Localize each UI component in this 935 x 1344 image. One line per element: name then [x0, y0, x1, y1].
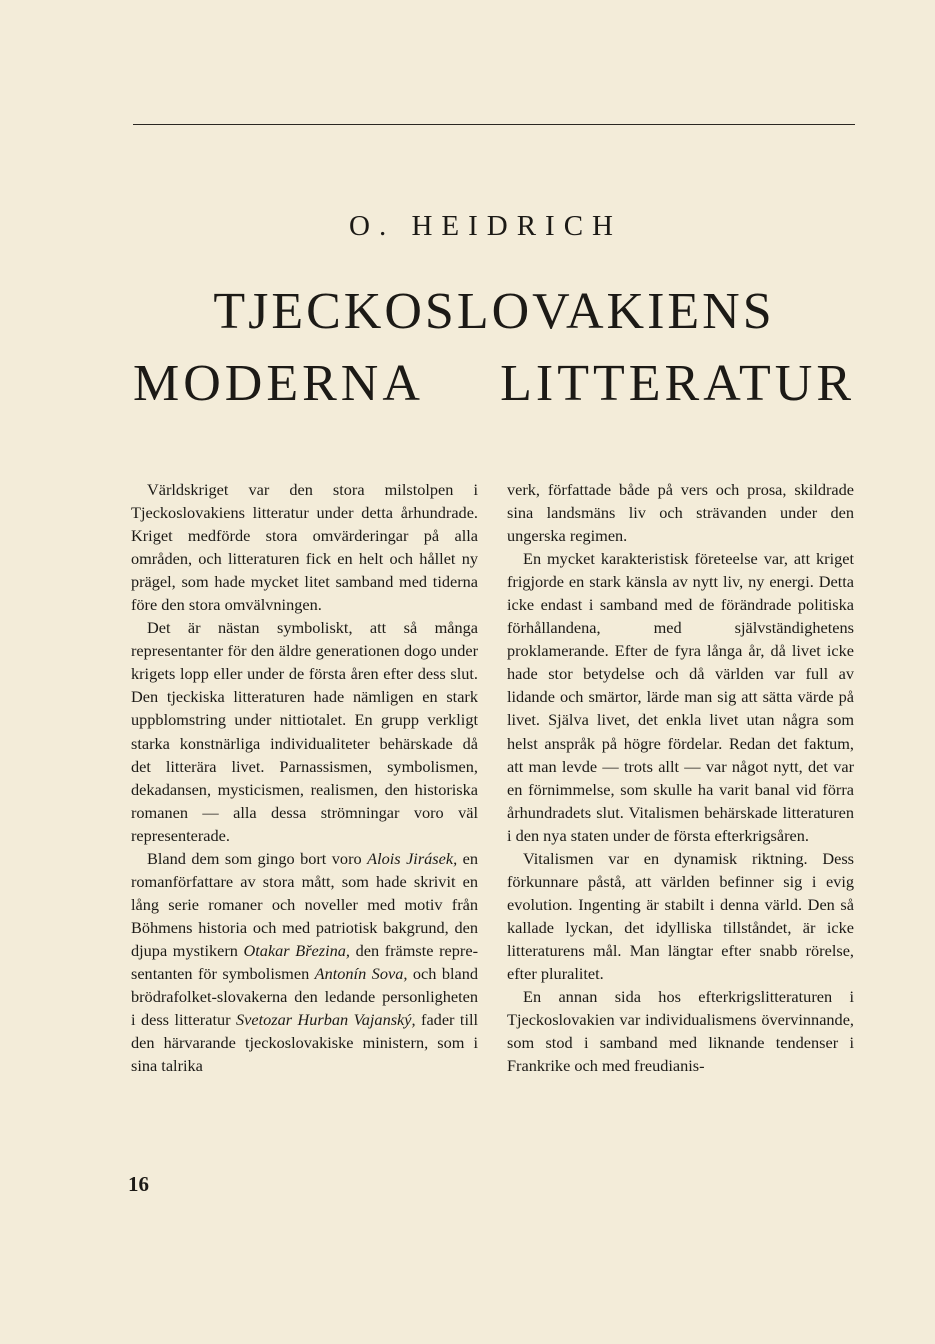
- text-run: och bland brödrafolket-slovakerna den ledande personligheten i dess litteratur: [131, 963, 478, 1030]
- left-paragraph-2: Det är nästan symboliskt, att så många representanter för den äldre generationen dogo under krigets lopp eller under de första åren efter dess slut. Den tjeckiska litteraturen hade nämligen en stark uppblomstring under nittiotalet. En grupp verkligt starka konstnärliga individualiteter behärskade då det litterära livet. Parnassismen, symbolismen, dekadansen, mysticismen, realismen, den historiska romanen — alla dessa strömningar voro väl representerade.: [131, 618, 478, 845]
- left-text-column: [131, 478, 478, 1077]
- text-run: fader till den härvarande tjeckoslovakiske ministern, som i sina talrika: [131, 1010, 479, 1076]
- title-word-moderna: MODERNA: [133, 355, 424, 412]
- author-name-vajansky: Svetozar Hurban Vajanský,: [235, 1010, 416, 1030]
- left-paragraph-1: Världskriget var den stora milstolpen i Tjeckoslovakiens litteratur under detta århundrade. Kriget medförde stora omvärderingar på alla områden, och litteraturen fick en helt och hållet ny prägel, som hade mycket litet samband med tiderna före den stora omvälvningen.: [131, 480, 478, 615]
- header-rule: [133, 124, 855, 125]
- right-text-column: [507, 478, 854, 1077]
- article-title-line-2: [133, 352, 855, 416]
- left-paragraph-3: [131, 847, 478, 1077]
- text-run: den främste representanten för symbolismen: [131, 940, 478, 983]
- author-name-brezina: Otakar Březina,: [243, 940, 350, 960]
- title-word-litteratur: LITTERATUR: [500, 355, 855, 412]
- author-name-jirasek: Alois Jirásek,: [367, 848, 458, 868]
- text-run: Bland dem som gingo bort voro: [147, 848, 368, 868]
- article-title-line-1: TJECKOSLOVAKIENS: [213, 283, 775, 340]
- right-paragraph-4: En annan sida hos efterkrigslitteraturen i Tjeckoslovakien var individualismens övervinnande, som stod i samband med liknande tendenser i Frankrike och med freudianis-: [507, 987, 854, 1076]
- right-paragraph-1: verk, författade både på vers och prosa, skildrade sina landsmäns liv och strävanden under den ungerska regimen.: [507, 480, 854, 546]
- text-run: en romanförfattare av stora mått, som hade skrivit en lång serie romaner och noveller med motiv från Böhmens historia och med patriotisk bakgrund, den djupa mystikern: [131, 848, 479, 960]
- right-paragraph-2: En mycket karakteristisk företeelse var, att kriget frigjorde en stark känsla av nytt liv, ny energi. Detta icke endast i samband med de förändrade politiska förhållandena, med självständighetens proklamerande. Efter de fyra långa år, då livet icke hade stor betydelse och då världen var full av lidande och smärtor, lärde man sig att sätta värde på livet. Själva livet, det enkla livet utan några som helst anspråk på högre fördelar. Redan det faktum, att man levde — trots allt — var något nytt, det var en förnimmelse, som skulle ha varit banal vid förra århundradets slut. Vitalismen behärskade litteraturen i den nya staten under de första efterkrigsåren.: [507, 549, 854, 845]
- right-paragraph-3: Vitalismen var en dynamisk riktning. Dess förkunnare påstå, att världen befinner sig i evig evolution. Ingenting är stabilt i denna värld. Den så kallade lyckan, det idylliska tillståndet, är icke litteraturens mål. Man längtar efter snabb rörelse, efter pluralitet.: [507, 848, 854, 983]
- author-name-sova: Antonín Sova,: [314, 963, 408, 983]
- page-number: 16: [128, 1172, 149, 1196]
- author-name: O. HEIDRICH: [349, 210, 622, 242]
